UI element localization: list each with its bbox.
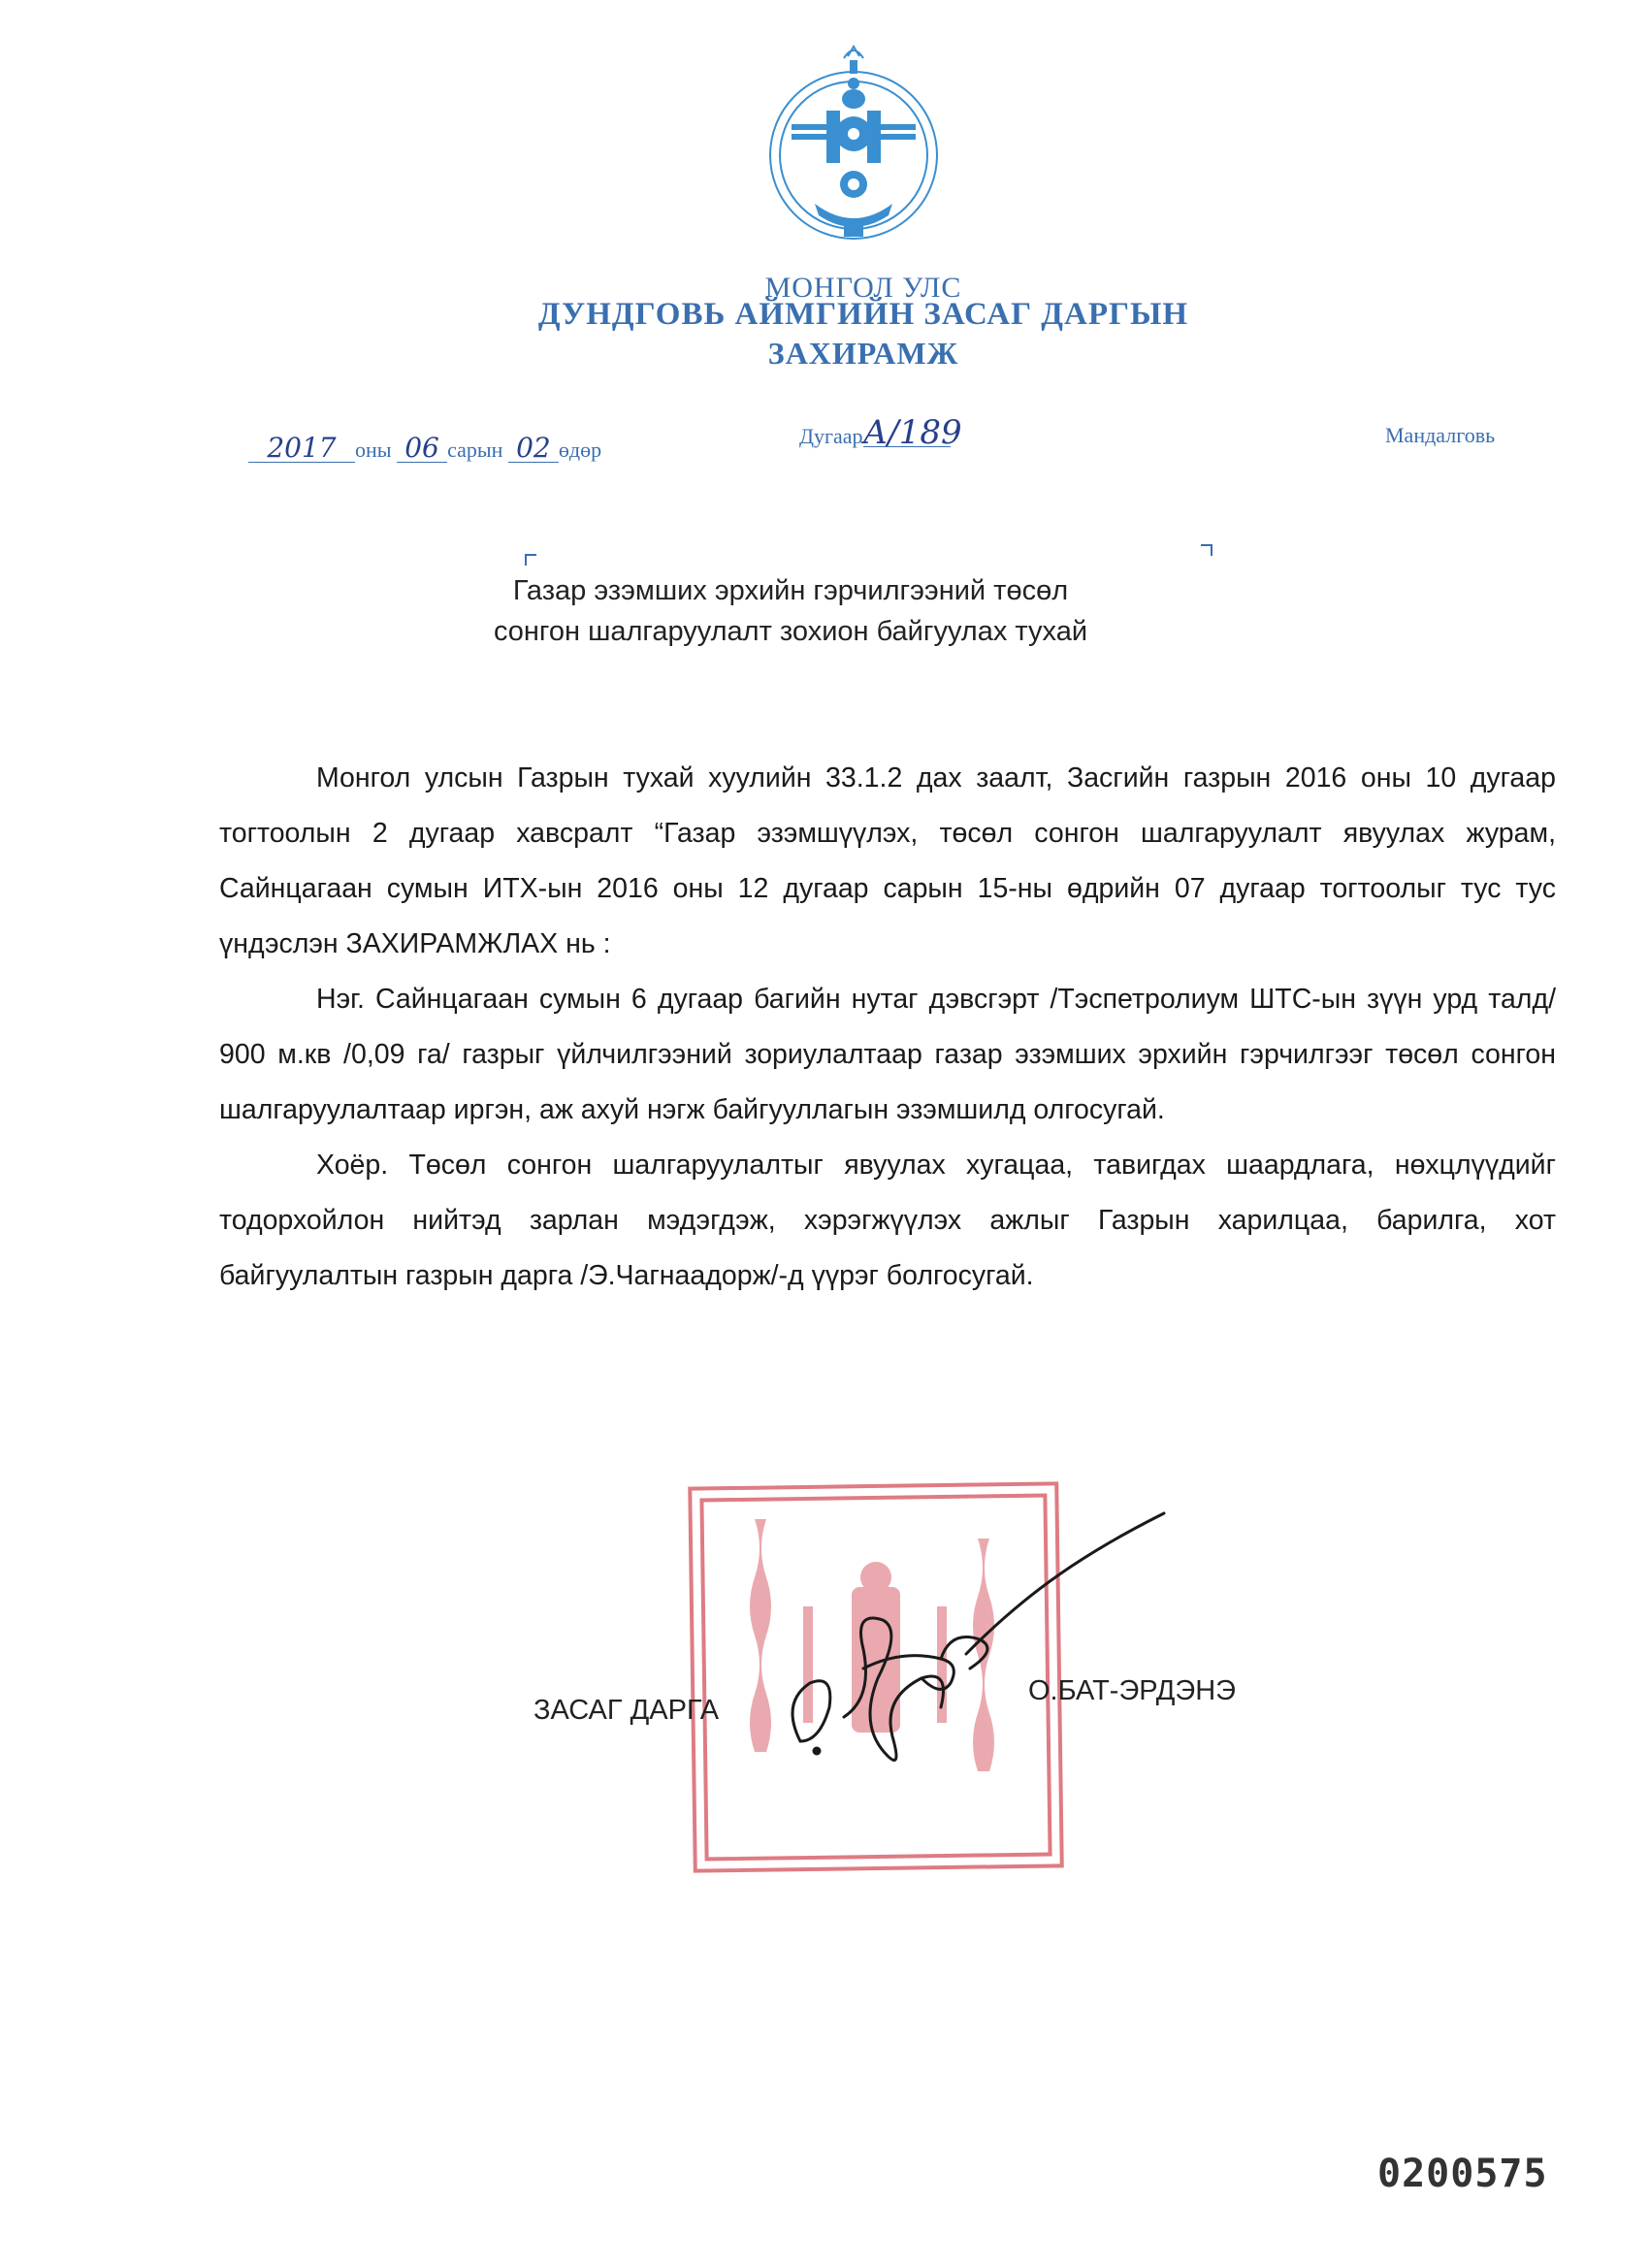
country-name: МОНГОЛ УЛС — [764, 272, 962, 304]
number-value: А/189 — [862, 413, 962, 452]
handwritten-signature — [737, 1494, 1174, 1824]
year-label: оны — [355, 437, 392, 462]
date-month: 06 — [397, 435, 447, 463]
month-label: сарын — [447, 437, 503, 462]
date-day: 02 — [508, 435, 559, 463]
document-body — [219, 751, 1556, 1304]
signatory-title: ЗАСАГ ДАРГА — [534, 1695, 720, 1726]
document-serial-number: 0200575 — [1377, 2152, 1548, 2196]
number-line — [799, 413, 962, 452]
document-type: ЗАХИРАМЖ — [767, 336, 959, 371]
title-corner-right — [1201, 544, 1212, 556]
body-item-2: Хоёр. Төсөл сонгон шалгаруулалтыг явуулах хугацаа, тавигдах шаардлага, нөхцлүүдийг тодорхойлон нийтэд зарлан мэдэгдэж, хэрэгжүүлэх ажлыг Газрын харилцаа, барилга, хот байгуулалтын газрын дарга /Э.Чагнаадорж/-д үүрэг болгосугай. — [219, 1150, 1556, 1291]
signatory-name: О.БАТ-ЭРДЭНЭ — [1028, 1675, 1236, 1706]
title-corner-left — [525, 554, 536, 566]
state-emblem-icon — [766, 39, 941, 257]
authority-name: ДУНДГОВЬ АЙМГИЙН ЗАСАГ ДАРГЫН — [537, 297, 1189, 332]
body-item-1: Нэг. Сайнцагаан сумын 6 дугаар багийн нутаг дэвсгэрт /Тэспетролиум ШТС-ын зүүн урд талд/ 900 м.кв /0,09 га/ газрыг үйлчилгээний зориулалтаар газар эзэмших эрхийн гэрчилгээг төсөл сонгон шалгаруулалтаар иргэн, аж ахуй нэгж байгууллагын эзэмшилд олгосугай. — [219, 984, 1556, 1125]
place-name: Мандалговь — [1385, 423, 1496, 447]
number-label: Дугаар — [799, 424, 863, 448]
body-preamble: Монгол улсын Газрын тухай хуулийн 33.1.2 дах заалт, Засгийн газрын 2016 оны 10 дугаар тогтоолын 2 дугаар хавсралт “Газар эзэмшүүлэх, төсөл сонгон шалгаруулалт явуулах журам, Сайнцагаан сумын ИТХ-ын 2016 оны 12 дугаар сарын 15-ны өдрийн 07 дугаар тогтоолыг тус тус үндэслэн ЗАХИРАМЖЛАХ нь : — [219, 762, 1556, 959]
date-year: 2017 — [248, 435, 355, 463]
title-line-2: сонгон шалгаруулалт зохион байгуулах тухай — [493, 616, 1088, 647]
document-title — [407, 570, 1174, 652]
day-label: өдөр — [558, 437, 602, 462]
title-line-1: Газар эзэмших эрхийн гэрчилгээний төсөл — [512, 575, 1069, 606]
date-line — [248, 432, 602, 464]
